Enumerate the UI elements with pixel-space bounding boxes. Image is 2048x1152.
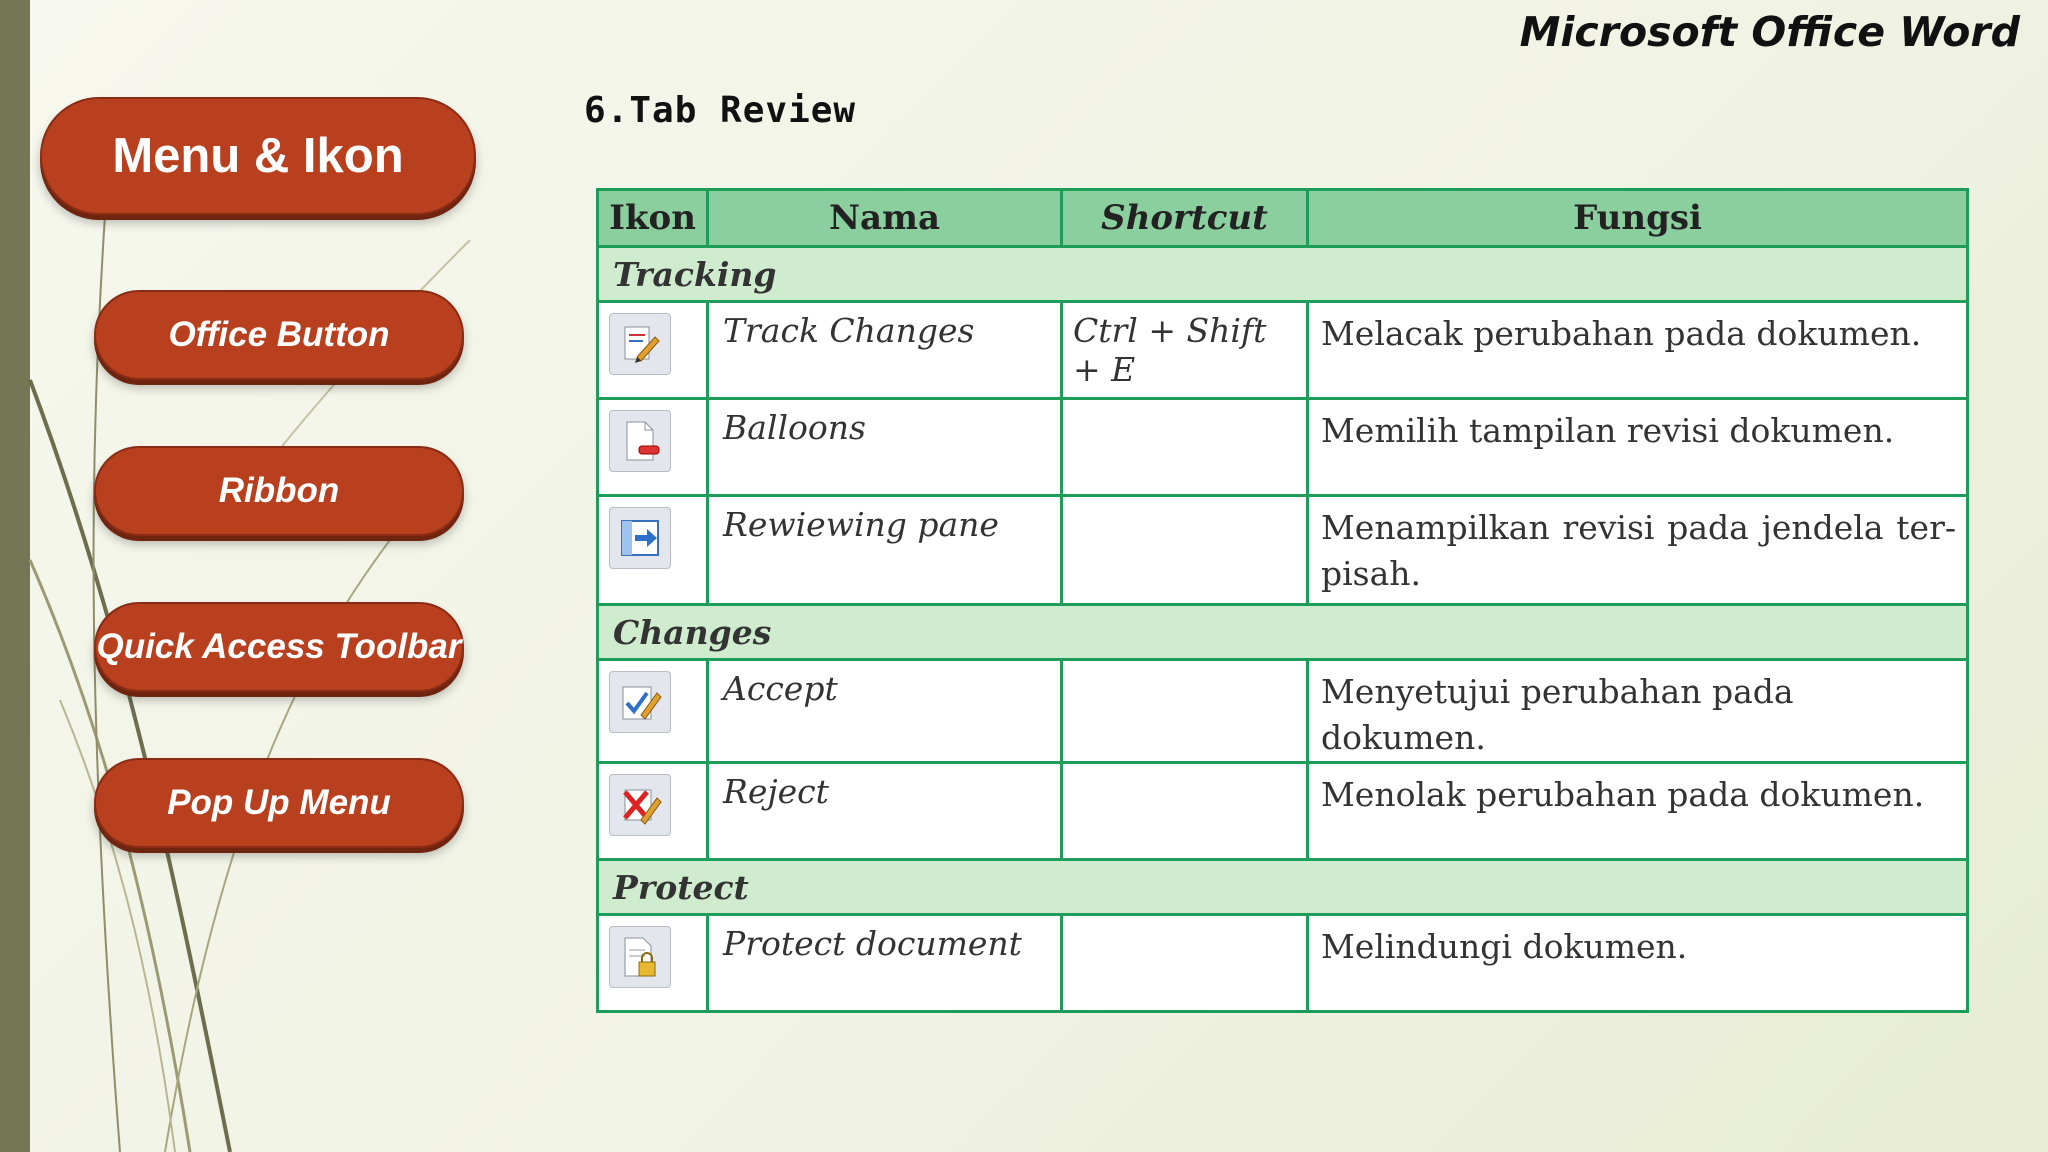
group-label: Changes (598, 605, 1968, 660)
row-function: Melindungi dokumen. (1308, 915, 1968, 1012)
reviewing-pane-icon (609, 507, 671, 569)
header-fungsi: Fungsi (1308, 190, 1968, 247)
reject-icon (609, 774, 671, 836)
menu-ikon-button[interactable]: Menu & Ikon (40, 97, 476, 215)
accept-icon (609, 671, 671, 733)
row-name: Reject (708, 763, 1062, 860)
row-name: Accept (708, 660, 1062, 763)
pop-up-menu-link[interactable]: Pop Up Menu (94, 758, 464, 848)
ribbon-link[interactable]: Ribbon (94, 446, 464, 536)
row-name: Protect document (708, 915, 1062, 1012)
row-name: Track Changes (708, 302, 1062, 399)
header-shortcut: Shortcut (1062, 190, 1308, 247)
header-nama: Nama (708, 190, 1062, 247)
quick-access-toolbar-link[interactable]: Quick Access Toolbar (94, 602, 464, 692)
table-row (598, 915, 1968, 1012)
balloons-icon (609, 410, 671, 472)
protect-document-icon (609, 926, 671, 988)
office-button-link[interactable]: Office Button (94, 290, 464, 380)
table-row (598, 660, 1968, 763)
row-name: Balloons (708, 399, 1062, 496)
group-label: Tracking (598, 247, 1968, 302)
row-shortcut (1062, 496, 1308, 605)
table-row (598, 496, 1968, 605)
table-row (598, 763, 1968, 860)
row-function: Menyetujui perubahan pada dokumen. (1308, 660, 1968, 763)
track-changes-icon (609, 313, 671, 375)
row-name: Rewiewing pane (708, 496, 1062, 605)
row-shortcut (1062, 763, 1308, 860)
group-row-changes (598, 605, 1968, 660)
row-shortcut (1062, 399, 1308, 496)
row-function: Menolak perubahan pada dokumen. (1308, 763, 1968, 860)
group-label: Protect (598, 860, 1968, 915)
section-title: 6.Tab Review (584, 90, 857, 131)
table-header-row (598, 190, 1968, 247)
row-function: Melacak perubahan pada dokumen. (1308, 302, 1968, 399)
header-ikon: Ikon (598, 190, 708, 247)
app-title: Microsoft Office Word (1519, 8, 2020, 56)
row-function: Memilih tampilan revisi dokumen. (1308, 399, 1968, 496)
row-shortcut: Ctrl + Shift + E (1062, 302, 1308, 399)
group-row-protect (598, 860, 1968, 915)
table-row (598, 302, 1968, 399)
row-function: Menampilkan revisi pada jendela ter-pisah. (1308, 496, 1968, 605)
row-shortcut (1062, 915, 1308, 1012)
review-tab-table (596, 188, 1966, 1013)
table-row (598, 399, 1968, 496)
group-row-tracking (598, 247, 1968, 302)
row-shortcut (1062, 660, 1308, 763)
